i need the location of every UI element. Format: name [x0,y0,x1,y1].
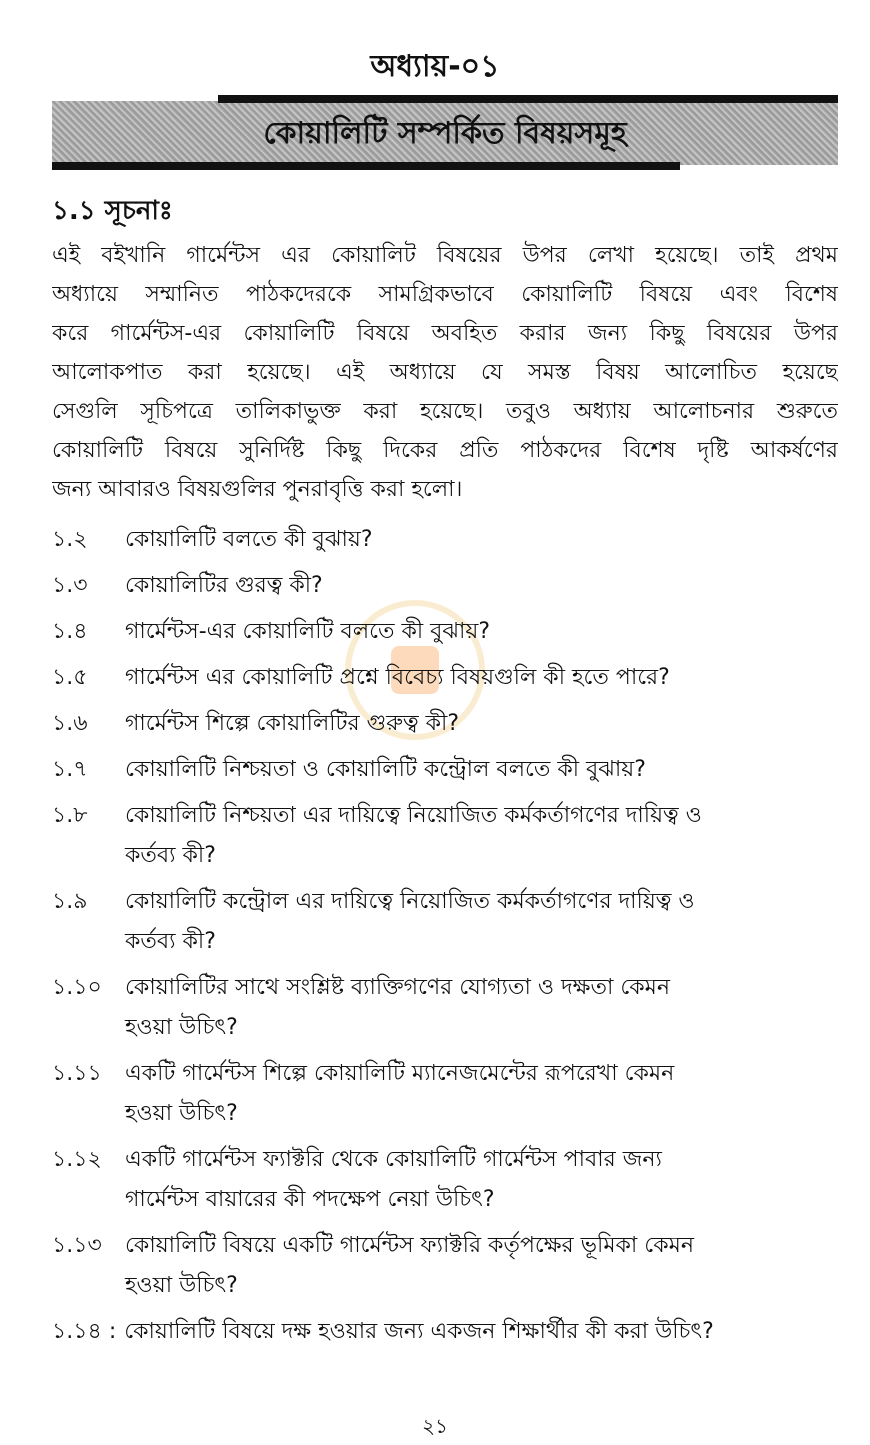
item-text: হওয়া উচিৎ? [125,1273,238,1298]
banner-top-rule [218,95,838,103]
list-item [52,1054,838,1134]
item-number: ১.১৩ [52,1233,102,1258]
list-item [52,704,838,744]
item-text: হওয়া উচিৎ? [125,1101,238,1126]
item-text: কোয়ালিটি বলতে কী বুঝায়? [125,527,373,552]
chapter-banner [52,95,838,170]
banner-title: কোয়ালিটি সম্পর্কিত বিষয়সমূহ [263,116,627,151]
list-item [52,1140,838,1220]
list-item [52,566,838,606]
item-text: গার্মেন্টস বায়ারের কী পদক্ষেপ নেয়া উচিৎ? [125,1187,495,1212]
page-number: ২১ [422,1414,448,1438]
item-text: কোয়ালিটি কন্ট্রোল এর দায়িত্বে নিয়োজিত কর্মকর্তাগণের দায়িত্ব ও [125,889,695,914]
list-item [52,968,838,1048]
chapter-title: অধ্যায়-০১ [370,49,500,84]
paragraph-line: কোয়ালিটি বিষয়ে সুনির্দিষ্ট কিছু দিকের প্রতি পাঠকদের বিশেষ দৃষ্টি আকর্ষণের [52,438,838,463]
list-item [52,658,838,698]
item-text: হওয়া উচিৎ? [125,1015,238,1040]
banner-bottom-rule [52,162,680,170]
item-number: ১.১৪ : [52,1319,117,1344]
item-number: ১.৭ [52,757,88,782]
item-text: একটি গার্মেন্টস ফ্যাক্টরি থেকে কোয়ালিটি গার্মেন্টস পাবার জন্য [125,1147,662,1172]
item-number: ১.১০ [52,975,102,1000]
list-item [52,1226,838,1306]
list-item [52,796,838,876]
section-heading: ১.১ সূচনাঃ [52,196,173,226]
item-number: ১.২ [52,527,88,552]
item-number: ১.১২ [52,1147,102,1172]
paragraph-line: আলোকপাত করা হয়েছে। এই অধ্যায়ে যে সমস্ত বিষয় আলোচিত হয়েছে [52,360,838,385]
item-text: কোয়ালিটি নিশ্চয়তা এর দায়িত্বে নিয়োজিত কর্মকর্তাগণের দায়িত্ব ও [125,803,702,828]
item-text: গার্মেন্টস-এর কোয়ালিটি বলতে কী বুঝায়? [125,619,491,644]
list-item [52,520,838,560]
item-text: একটি গার্মেন্টস শিল্পে কোয়ালিটি ম্যানেজমেন্টের রূপরেখা কেমন [125,1061,675,1086]
item-number: ১.৩ [52,573,88,598]
item-number: ১.৪ [52,619,88,644]
paragraph-line: করে গার্মেন্টস-এর কোয়ালিটি বিষয়ে অবহিত করার জন্য কিছু বিষয়ের উপর [52,321,838,346]
item-text: কোয়ালিটি বিষয়ে দক্ষ হওয়ার জন্য একজন শিক্ষার্থীর কী করা উচিৎ? [124,1319,714,1344]
item-text: কোয়ালিটির সাথে সংশ্লিষ্ট ব্যাক্তিগণের যোগ্যতা ও দক্ষতা কেমন [125,975,671,1000]
paragraph-line: অধ্যায়ে সম্মানিত পাঠকদেরকে সামগ্রিকভাবে কোয়ালিটি বিষয়ে এবং বিশেষ [52,282,838,307]
item-number: ১.৯ [52,889,88,914]
paragraph-line: এই বইখানি গার্মেন্টস এর কোয়ালিট বিষয়ের উপর লেখা হয়েছে। তাই প্রথম [52,243,838,268]
list-item [52,882,838,962]
item-text: কর্তব্য কী? [125,843,216,868]
list-item [52,1312,838,1352]
list-item [52,750,838,790]
item-number: ১.১১ [52,1061,102,1086]
paragraph-line: জন্য আবারও বিষয়গুলির পুনরাবৃত্তি করা হলো। [52,477,463,502]
list-item [52,612,838,652]
item-text: কোয়ালিটি নিশ্চয়তা ও কোয়ালিটি কন্ট্রোল বলতে কী বুঝায়? [125,757,646,782]
intro-paragraph [52,236,838,509]
item-text: কোয়ালিটির গুরত্ব কী? [125,573,323,598]
item-text: কর্তব্য কী? [125,929,216,954]
item-number: ১.৫ [52,665,88,690]
item-text: কোয়ালিটি বিষয়ে একটি গার্মেন্টস ফ্যাক্টরি কর্তৃপক্ষের ভূমিকা কেমন [125,1233,694,1258]
paragraph-line: সেগুলি সূচিপত্রে তালিকাভুক্ত করা হয়েছে। তবুও অধ্যায় আলোচনার শুরুতে [52,399,838,424]
topic-list [52,520,838,1358]
item-text: গার্মেন্টস শিল্পে কোয়ালিটির গুরুত্ব কী? [125,711,460,736]
item-number: ১.৬ [52,711,88,736]
item-text: গার্মেন্টস এর কোয়ালিটি প্রশ্নে বিবেচ্য বিষয়গুলি কী হতে পারে? [125,665,670,690]
item-number: ১.৮ [52,803,88,828]
